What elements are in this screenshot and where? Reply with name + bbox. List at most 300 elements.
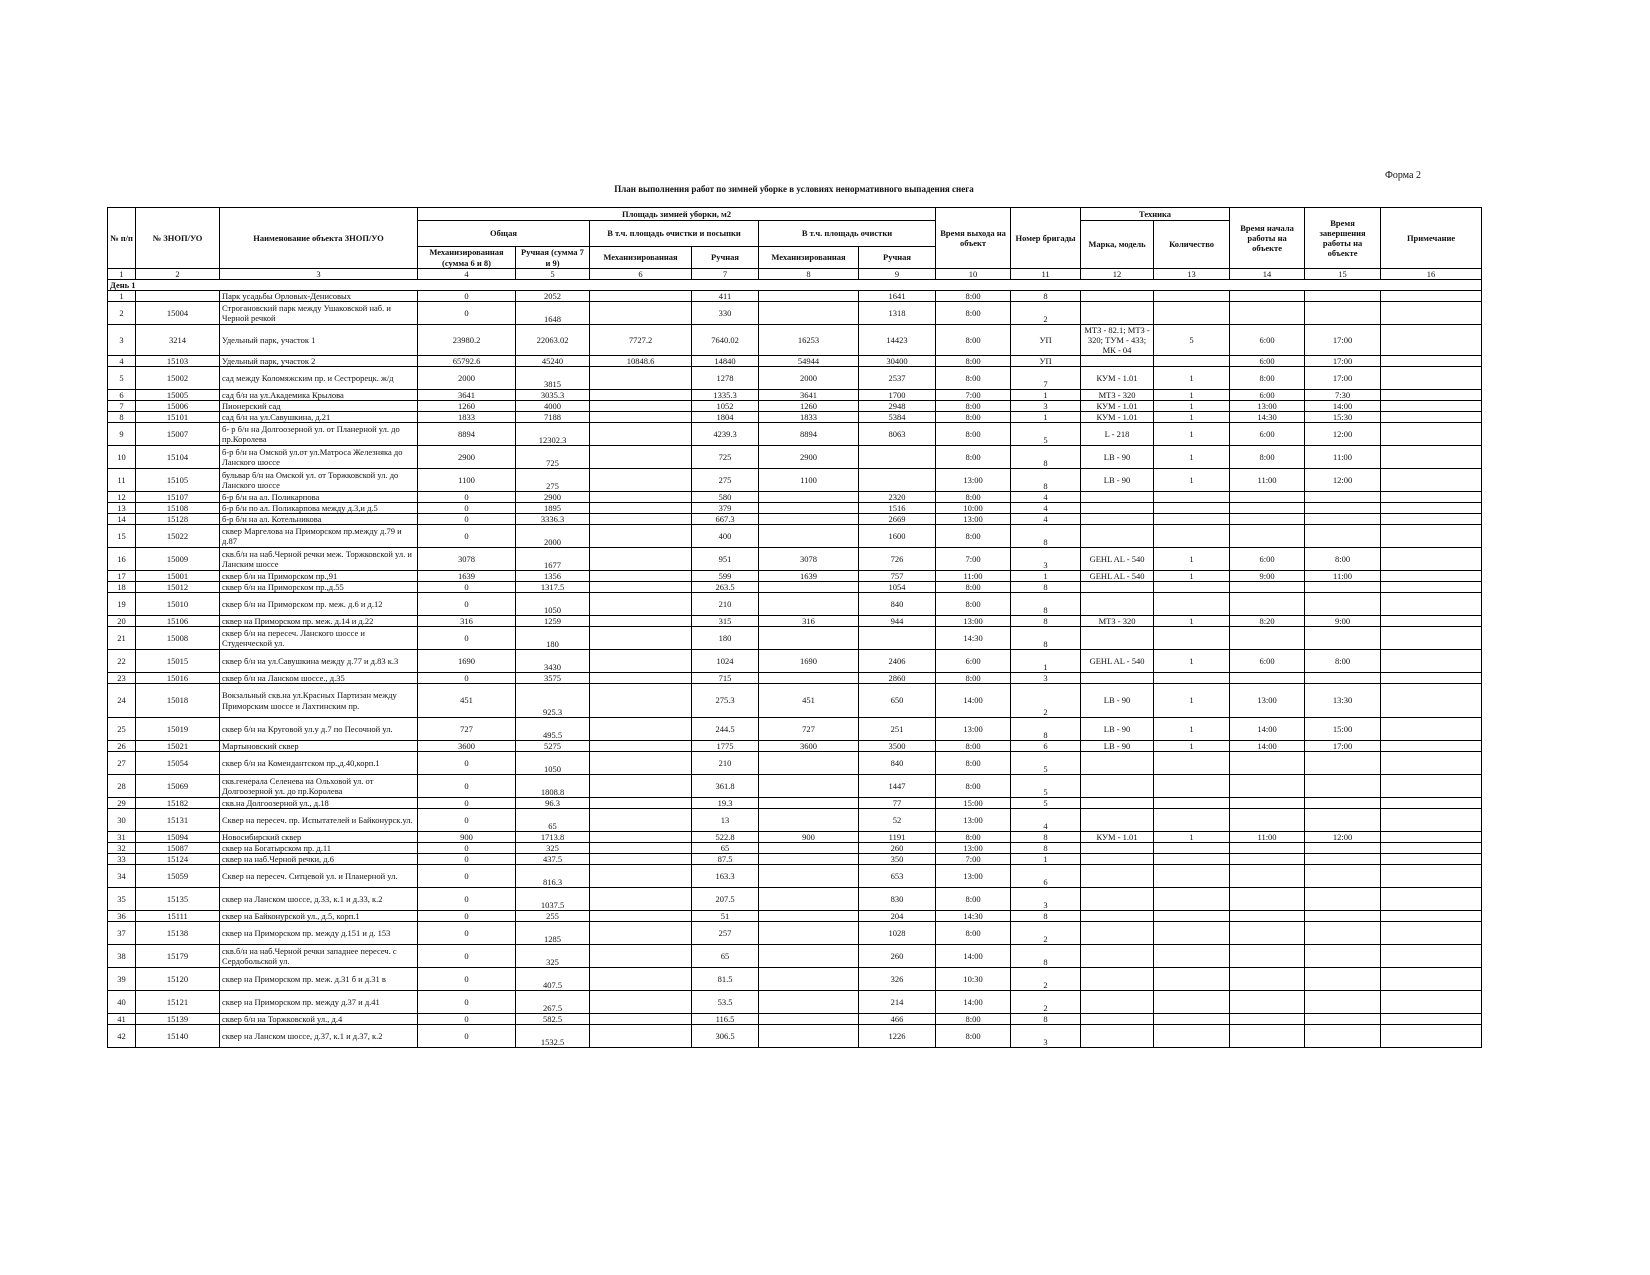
table-row xyxy=(108,548,1482,571)
table-cell: МТЗ - 320 xyxy=(1081,390,1154,401)
table-cell: 840 xyxy=(859,593,936,616)
table-cell: 5 xyxy=(108,367,136,390)
table-row xyxy=(108,291,1482,302)
table-cell xyxy=(1305,991,1381,1014)
table-cell xyxy=(759,1014,859,1025)
table-cell xyxy=(1081,514,1154,525)
table-cell: 257 xyxy=(692,922,759,945)
table-cell xyxy=(1305,1025,1381,1048)
table-cell xyxy=(1154,809,1230,832)
table-cell: 1 xyxy=(1154,684,1230,718)
table-cell: 3600 xyxy=(418,741,516,752)
table-cell xyxy=(1305,865,1381,888)
table-cell: 1054 xyxy=(859,582,936,593)
table-cell xyxy=(1381,775,1482,798)
table-cell xyxy=(1381,582,1482,593)
table-cell: 715 xyxy=(692,673,759,684)
table-cell: 407.5 xyxy=(516,968,590,991)
table-cell: 17:00 xyxy=(1305,741,1381,752)
table-cell: 2320 xyxy=(859,492,936,503)
table-cell: 7727.2 xyxy=(590,325,692,356)
table-row xyxy=(108,741,1482,752)
column-number: 11 xyxy=(1011,269,1081,280)
table-cell: 14:30 xyxy=(936,911,1011,922)
table-cell xyxy=(590,412,692,423)
table-cell xyxy=(1154,356,1230,367)
table-cell: 1641 xyxy=(859,291,936,302)
table-cell: 1 xyxy=(1154,390,1230,401)
table-cell xyxy=(759,809,859,832)
table-cell: 6 xyxy=(1011,865,1081,888)
table-cell: 8:00 xyxy=(1230,446,1305,469)
table-cell: 12:00 xyxy=(1305,423,1381,446)
table-row xyxy=(108,593,1482,616)
table-cell xyxy=(590,514,692,525)
table-row xyxy=(108,503,1482,514)
table-cell xyxy=(1305,922,1381,945)
table-row xyxy=(108,752,1482,775)
table-cell: 7 xyxy=(1011,367,1081,390)
table-cell xyxy=(1305,911,1381,922)
table-cell: 1191 xyxy=(859,832,936,843)
table-cell xyxy=(759,525,859,548)
table-cell xyxy=(1381,525,1482,548)
table-cell: 27 xyxy=(108,752,136,775)
table-cell: 15139 xyxy=(136,1014,220,1025)
table-cell xyxy=(1381,548,1482,571)
table-cell xyxy=(1230,673,1305,684)
table-cell xyxy=(1381,469,1482,492)
table-cell xyxy=(759,865,859,888)
table-cell: 6:00 xyxy=(936,650,1011,673)
table-cell: 1 xyxy=(1154,469,1230,492)
object-name-cell: Вокзальный скв.на ул.Красных Партизан между Приморским шоссе и Лахтинским пр. xyxy=(220,684,418,718)
table-cell xyxy=(759,291,859,302)
table-cell: 3641 xyxy=(418,390,516,401)
table-cell xyxy=(859,627,936,650)
object-name-cell: сад между Коломяжским пр. и Сестрорецк. ж/д xyxy=(220,367,418,390)
table-cell xyxy=(590,525,692,548)
table-cell: 30400 xyxy=(859,356,936,367)
table-cell xyxy=(1381,809,1482,832)
table-cell: 77 xyxy=(859,798,936,809)
header-equipment: Техника xyxy=(1081,208,1230,221)
table-cell: 15179 xyxy=(136,945,220,968)
table-row xyxy=(108,582,1482,593)
table-cell: LB - 90 xyxy=(1081,741,1154,752)
object-name-cell: сад б/н на ул.Савушкина, д.21 xyxy=(220,412,418,423)
table-cell: 325 xyxy=(516,945,590,968)
table-cell: 13:00 xyxy=(1230,684,1305,718)
table-cell: 1259 xyxy=(516,616,590,627)
table-cell: 3 xyxy=(1011,1025,1081,1048)
table-cell: 944 xyxy=(859,616,936,627)
table-cell xyxy=(590,390,692,401)
table-cell: 210 xyxy=(692,593,759,616)
table-cell: 330 xyxy=(692,302,759,325)
table-row xyxy=(108,718,1482,741)
table-cell: LB - 90 xyxy=(1081,684,1154,718)
table-cell xyxy=(759,968,859,991)
table-cell: 15005 xyxy=(136,390,220,401)
table-cell: 12302.3 xyxy=(516,423,590,446)
table-cell: 15:30 xyxy=(1305,412,1381,423)
table-cell xyxy=(1081,673,1154,684)
table-cell xyxy=(759,1025,859,1048)
table-cell: 1516 xyxy=(859,503,936,514)
table-body xyxy=(108,269,1482,1048)
table-cell: 3078 xyxy=(759,548,859,571)
table-cell: 34 xyxy=(108,865,136,888)
table-cell: 437.5 xyxy=(516,854,590,865)
table-cell xyxy=(1230,865,1305,888)
table-cell: 13:00 xyxy=(936,469,1011,492)
table-cell: 15111 xyxy=(136,911,220,922)
table-cell: 15140 xyxy=(136,1025,220,1048)
table-cell xyxy=(759,752,859,775)
table-cell xyxy=(759,302,859,325)
table-cell: 2 xyxy=(1011,684,1081,718)
object-name-cell: Сквер на пересеч. Ситцевой ул. и Планерной ул. xyxy=(220,865,418,888)
table-cell: 15101 xyxy=(136,412,220,423)
table-cell: 10:30 xyxy=(936,968,1011,991)
table-cell: 466 xyxy=(859,1014,936,1025)
table-cell: 7:00 xyxy=(936,854,1011,865)
table-cell xyxy=(1154,582,1230,593)
table-cell: 6:00 xyxy=(1230,423,1305,446)
table-cell: 20 xyxy=(108,616,136,627)
table-cell xyxy=(759,492,859,503)
table-cell: 35 xyxy=(108,888,136,911)
table-cell: 207.5 xyxy=(692,888,759,911)
object-name-cell: сквер б/н на ул.Савушкина между д.77 и д.83 к.3 xyxy=(220,650,418,673)
table-cell: 15182 xyxy=(136,798,220,809)
table-cell: 19.3 xyxy=(692,798,759,809)
table-cell: 325 xyxy=(516,843,590,854)
table-cell: 11:00 xyxy=(1305,446,1381,469)
table-cell xyxy=(590,718,692,741)
table-cell: 599 xyxy=(692,571,759,582)
table-cell xyxy=(759,514,859,525)
table-cell: 8 xyxy=(108,412,136,423)
table-cell: 6:00 xyxy=(1230,325,1305,356)
table-cell: УП xyxy=(1011,325,1081,356)
table-cell xyxy=(1081,968,1154,991)
table-cell: 8 xyxy=(1011,843,1081,854)
table-cell xyxy=(1154,1025,1230,1048)
table-row xyxy=(108,446,1482,469)
header-cs-manual: Ручная xyxy=(692,247,759,269)
table-row xyxy=(108,571,1482,582)
table-cell: УП xyxy=(1011,356,1081,367)
table-cell: 2406 xyxy=(859,650,936,673)
column-number: 15 xyxy=(1305,269,1381,280)
table-cell xyxy=(759,775,859,798)
table-cell xyxy=(590,911,692,922)
table-cell: 1 xyxy=(1154,832,1230,843)
table-cell xyxy=(590,843,692,854)
table-cell xyxy=(1081,593,1154,616)
table-cell: 361.8 xyxy=(692,775,759,798)
table-cell: 0 xyxy=(418,775,516,798)
table-cell: 0 xyxy=(418,922,516,945)
table-cell: 326 xyxy=(859,968,936,991)
table-cell xyxy=(590,741,692,752)
table-row xyxy=(108,492,1482,503)
table-cell xyxy=(1081,798,1154,809)
column-number: 7 xyxy=(692,269,759,280)
header-end: Время завершения работы на объекте xyxy=(1305,208,1381,269)
table-cell: 0 xyxy=(418,525,516,548)
table-cell xyxy=(1154,991,1230,1014)
table-cell xyxy=(1230,911,1305,922)
header-clean: В т.ч. площадь очистки xyxy=(759,221,936,247)
table-cell xyxy=(1381,832,1482,843)
table-cell xyxy=(1381,390,1482,401)
table-cell xyxy=(1381,968,1482,991)
table-cell xyxy=(590,571,692,582)
table-cell xyxy=(1230,775,1305,798)
table-cell: 16 xyxy=(108,548,136,571)
table-cell xyxy=(1154,673,1230,684)
table-cell: 15021 xyxy=(136,741,220,752)
table-cell: 275 xyxy=(692,469,759,492)
table-cell: 1037.5 xyxy=(516,888,590,911)
table-cell: 350 xyxy=(859,854,936,865)
table-cell: 2 xyxy=(108,302,136,325)
object-name-cell: сквер на Приморском пр. меж. д.14 и д.22 xyxy=(220,616,418,627)
table-cell: 1 xyxy=(1154,401,1230,412)
table-cell xyxy=(759,922,859,945)
table-cell: 1677 xyxy=(516,548,590,571)
table-cell: 7 xyxy=(108,401,136,412)
table-cell: 3815 xyxy=(516,367,590,390)
column-number: 3 xyxy=(220,269,418,280)
table-cell: 1024 xyxy=(692,650,759,673)
table-cell: 17:00 xyxy=(1305,325,1381,356)
table-cell: 22063.02 xyxy=(516,325,590,356)
table-cell: 5275 xyxy=(516,741,590,752)
table-cell: 1100 xyxy=(418,469,516,492)
table-cell: 1278 xyxy=(692,367,759,390)
table-cell: 39 xyxy=(108,968,136,991)
table-cell: 15006 xyxy=(136,401,220,412)
table-cell: 1 xyxy=(1154,446,1230,469)
table-cell: 8:00 xyxy=(936,593,1011,616)
table-cell xyxy=(1154,302,1230,325)
table-cell: 1600 xyxy=(859,525,936,548)
table-cell: 9 xyxy=(108,423,136,446)
table-cell: 8:00 xyxy=(1230,367,1305,390)
table-cell: 7188 xyxy=(516,412,590,423)
table-row xyxy=(108,514,1482,525)
table-cell: 2000 xyxy=(759,367,859,390)
table-cell: 3078 xyxy=(418,548,516,571)
object-name-cell: Новосибирский сквер xyxy=(220,832,418,843)
table-cell xyxy=(1381,945,1482,968)
table-cell: 1 xyxy=(1154,718,1230,741)
table-cell xyxy=(1305,593,1381,616)
table-cell xyxy=(759,798,859,809)
object-name-cell: бульвар б/н на Омской ул. от Торжковской ул. до Ланского шоссе xyxy=(220,469,418,492)
table-cell: 8894 xyxy=(418,423,516,446)
table-cell: 306.5 xyxy=(692,1025,759,1048)
table-cell: 1 xyxy=(1011,650,1081,673)
table-cell: 15103 xyxy=(136,356,220,367)
table-cell: 275 xyxy=(516,469,590,492)
table-cell: 8 xyxy=(1011,832,1081,843)
table-cell: 15 xyxy=(108,525,136,548)
object-name-cell: б-р б/н на Омской ул.от ул.Матроса Железняка до Ланского шоссе xyxy=(220,446,418,469)
table-cell: 6:00 xyxy=(1230,548,1305,571)
table-cell xyxy=(590,302,692,325)
table-cell: 15:00 xyxy=(1305,718,1381,741)
table-cell: 1 xyxy=(1154,616,1230,627)
table-cell: 7:00 xyxy=(936,390,1011,401)
table-cell: 8:00 xyxy=(936,492,1011,503)
table-row xyxy=(108,775,1482,798)
table-cell: 3 xyxy=(1011,401,1081,412)
table-cell: 8 xyxy=(1011,469,1081,492)
table-cell: 15004 xyxy=(136,302,220,325)
table-cell xyxy=(1381,616,1482,627)
table-cell: 12 xyxy=(108,492,136,503)
table-cell: 8:00 xyxy=(936,922,1011,945)
object-name-cell: сад б/н на ул.Академика Крылова xyxy=(220,390,418,401)
table-cell xyxy=(1381,423,1482,446)
table-cell: 8 xyxy=(1011,1014,1081,1025)
table-cell: 1050 xyxy=(516,593,590,616)
table-row xyxy=(108,945,1482,968)
table-cell: 580 xyxy=(692,492,759,503)
table-cell xyxy=(1081,991,1154,1014)
table-cell: GEHL AL - 540 xyxy=(1081,571,1154,582)
table-row xyxy=(108,865,1482,888)
table-cell: МТЗ - 320 xyxy=(1081,616,1154,627)
object-name-cell: Пионерский сад xyxy=(220,401,418,412)
table-cell xyxy=(1381,446,1482,469)
table-cell xyxy=(1154,1014,1230,1025)
table-cell xyxy=(859,446,936,469)
table-cell xyxy=(1305,302,1381,325)
day-row xyxy=(108,280,1482,291)
table-cell xyxy=(590,775,692,798)
table-cell xyxy=(1381,854,1482,865)
table-cell: 8 xyxy=(1011,291,1081,302)
table-cell: 21 xyxy=(108,627,136,650)
table-cell xyxy=(1081,752,1154,775)
object-name-cell: Мартыновский сквер xyxy=(220,741,418,752)
table-cell: 0 xyxy=(418,627,516,650)
table-cell: 8 xyxy=(1011,446,1081,469)
table-cell: 0 xyxy=(418,514,516,525)
table-cell xyxy=(1154,922,1230,945)
table-cell xyxy=(1230,809,1305,832)
table-cell: 31 xyxy=(108,832,136,843)
table-row xyxy=(108,832,1482,843)
table-cell: 14:00 xyxy=(1230,718,1305,741)
table-cell: 14:00 xyxy=(936,684,1011,718)
table-cell xyxy=(590,582,692,593)
table-cell: 727 xyxy=(759,718,859,741)
table-cell: 8:00 xyxy=(936,291,1011,302)
table-cell xyxy=(1381,325,1482,356)
table-row xyxy=(108,968,1482,991)
table-cell: 12:00 xyxy=(1305,832,1381,843)
table-cell: 28 xyxy=(108,775,136,798)
table-row xyxy=(108,684,1482,718)
table-cell: 1713.8 xyxy=(516,832,590,843)
table-cell xyxy=(1230,593,1305,616)
table-cell: 5 xyxy=(1011,752,1081,775)
table-cell: 1285 xyxy=(516,922,590,945)
table-cell: 900 xyxy=(418,832,516,843)
table-cell xyxy=(1381,922,1482,945)
table-cell: 15094 xyxy=(136,832,220,843)
table-cell xyxy=(1081,627,1154,650)
table-cell xyxy=(1381,843,1482,854)
table-cell: 8:00 xyxy=(936,832,1011,843)
table-cell: 10 xyxy=(108,446,136,469)
table-cell xyxy=(1305,888,1381,911)
header-total: Общая xyxy=(418,221,590,247)
table-cell xyxy=(1081,1025,1154,1048)
table-cell: 1639 xyxy=(418,571,516,582)
table-cell: 316 xyxy=(759,616,859,627)
table-cell: 1532.5 xyxy=(516,1025,590,1048)
object-name-cell: сквер на наб.Черной речки, д.6 xyxy=(220,854,418,865)
table-cell: КУМ - 1.01 xyxy=(1081,412,1154,423)
table-cell xyxy=(759,593,859,616)
table-row xyxy=(108,390,1482,401)
table-cell: 1317.5 xyxy=(516,582,590,593)
table-cell: 15019 xyxy=(136,718,220,741)
table-cell: 8:00 xyxy=(936,752,1011,775)
table-cell xyxy=(590,798,692,809)
table-cell: 251 xyxy=(859,718,936,741)
table-cell: 15018 xyxy=(136,684,220,718)
table-cell: 15087 xyxy=(136,843,220,854)
object-name-cell: сквер на Ланском шоссе, д.33, к.1 и д.33, к.2 xyxy=(220,888,418,911)
table-cell: 8063 xyxy=(859,423,936,446)
table-cell: 8:00 xyxy=(936,1025,1011,1048)
table-cell xyxy=(1081,582,1154,593)
table-cell: 204 xyxy=(859,911,936,922)
table-cell xyxy=(1154,525,1230,548)
table-cell: 81.5 xyxy=(692,968,759,991)
table-cell: 15120 xyxy=(136,968,220,991)
table-cell: 8:00 xyxy=(936,582,1011,593)
table-cell xyxy=(759,627,859,650)
table-cell: 8:00 xyxy=(936,302,1011,325)
table-row xyxy=(108,412,1482,423)
table-cell xyxy=(590,684,692,718)
table-cell: 15010 xyxy=(136,593,220,616)
table-cell: 17:00 xyxy=(1305,367,1381,390)
table-cell: 650 xyxy=(859,684,936,718)
table-cell: 400 xyxy=(692,525,759,548)
table-cell: 8:00 xyxy=(936,446,1011,469)
object-name-cell: Сквер на пересеч. пр. Испытателей и Байконурск.ул. xyxy=(220,809,418,832)
table-cell: КУМ - 1.01 xyxy=(1081,367,1154,390)
table-cell: 1 xyxy=(1154,650,1230,673)
table-cell: 726 xyxy=(859,548,936,571)
table-cell xyxy=(1154,291,1230,302)
table-row xyxy=(108,650,1482,673)
table-cell xyxy=(590,367,692,390)
table-cell xyxy=(590,650,692,673)
table-cell xyxy=(590,1014,692,1025)
